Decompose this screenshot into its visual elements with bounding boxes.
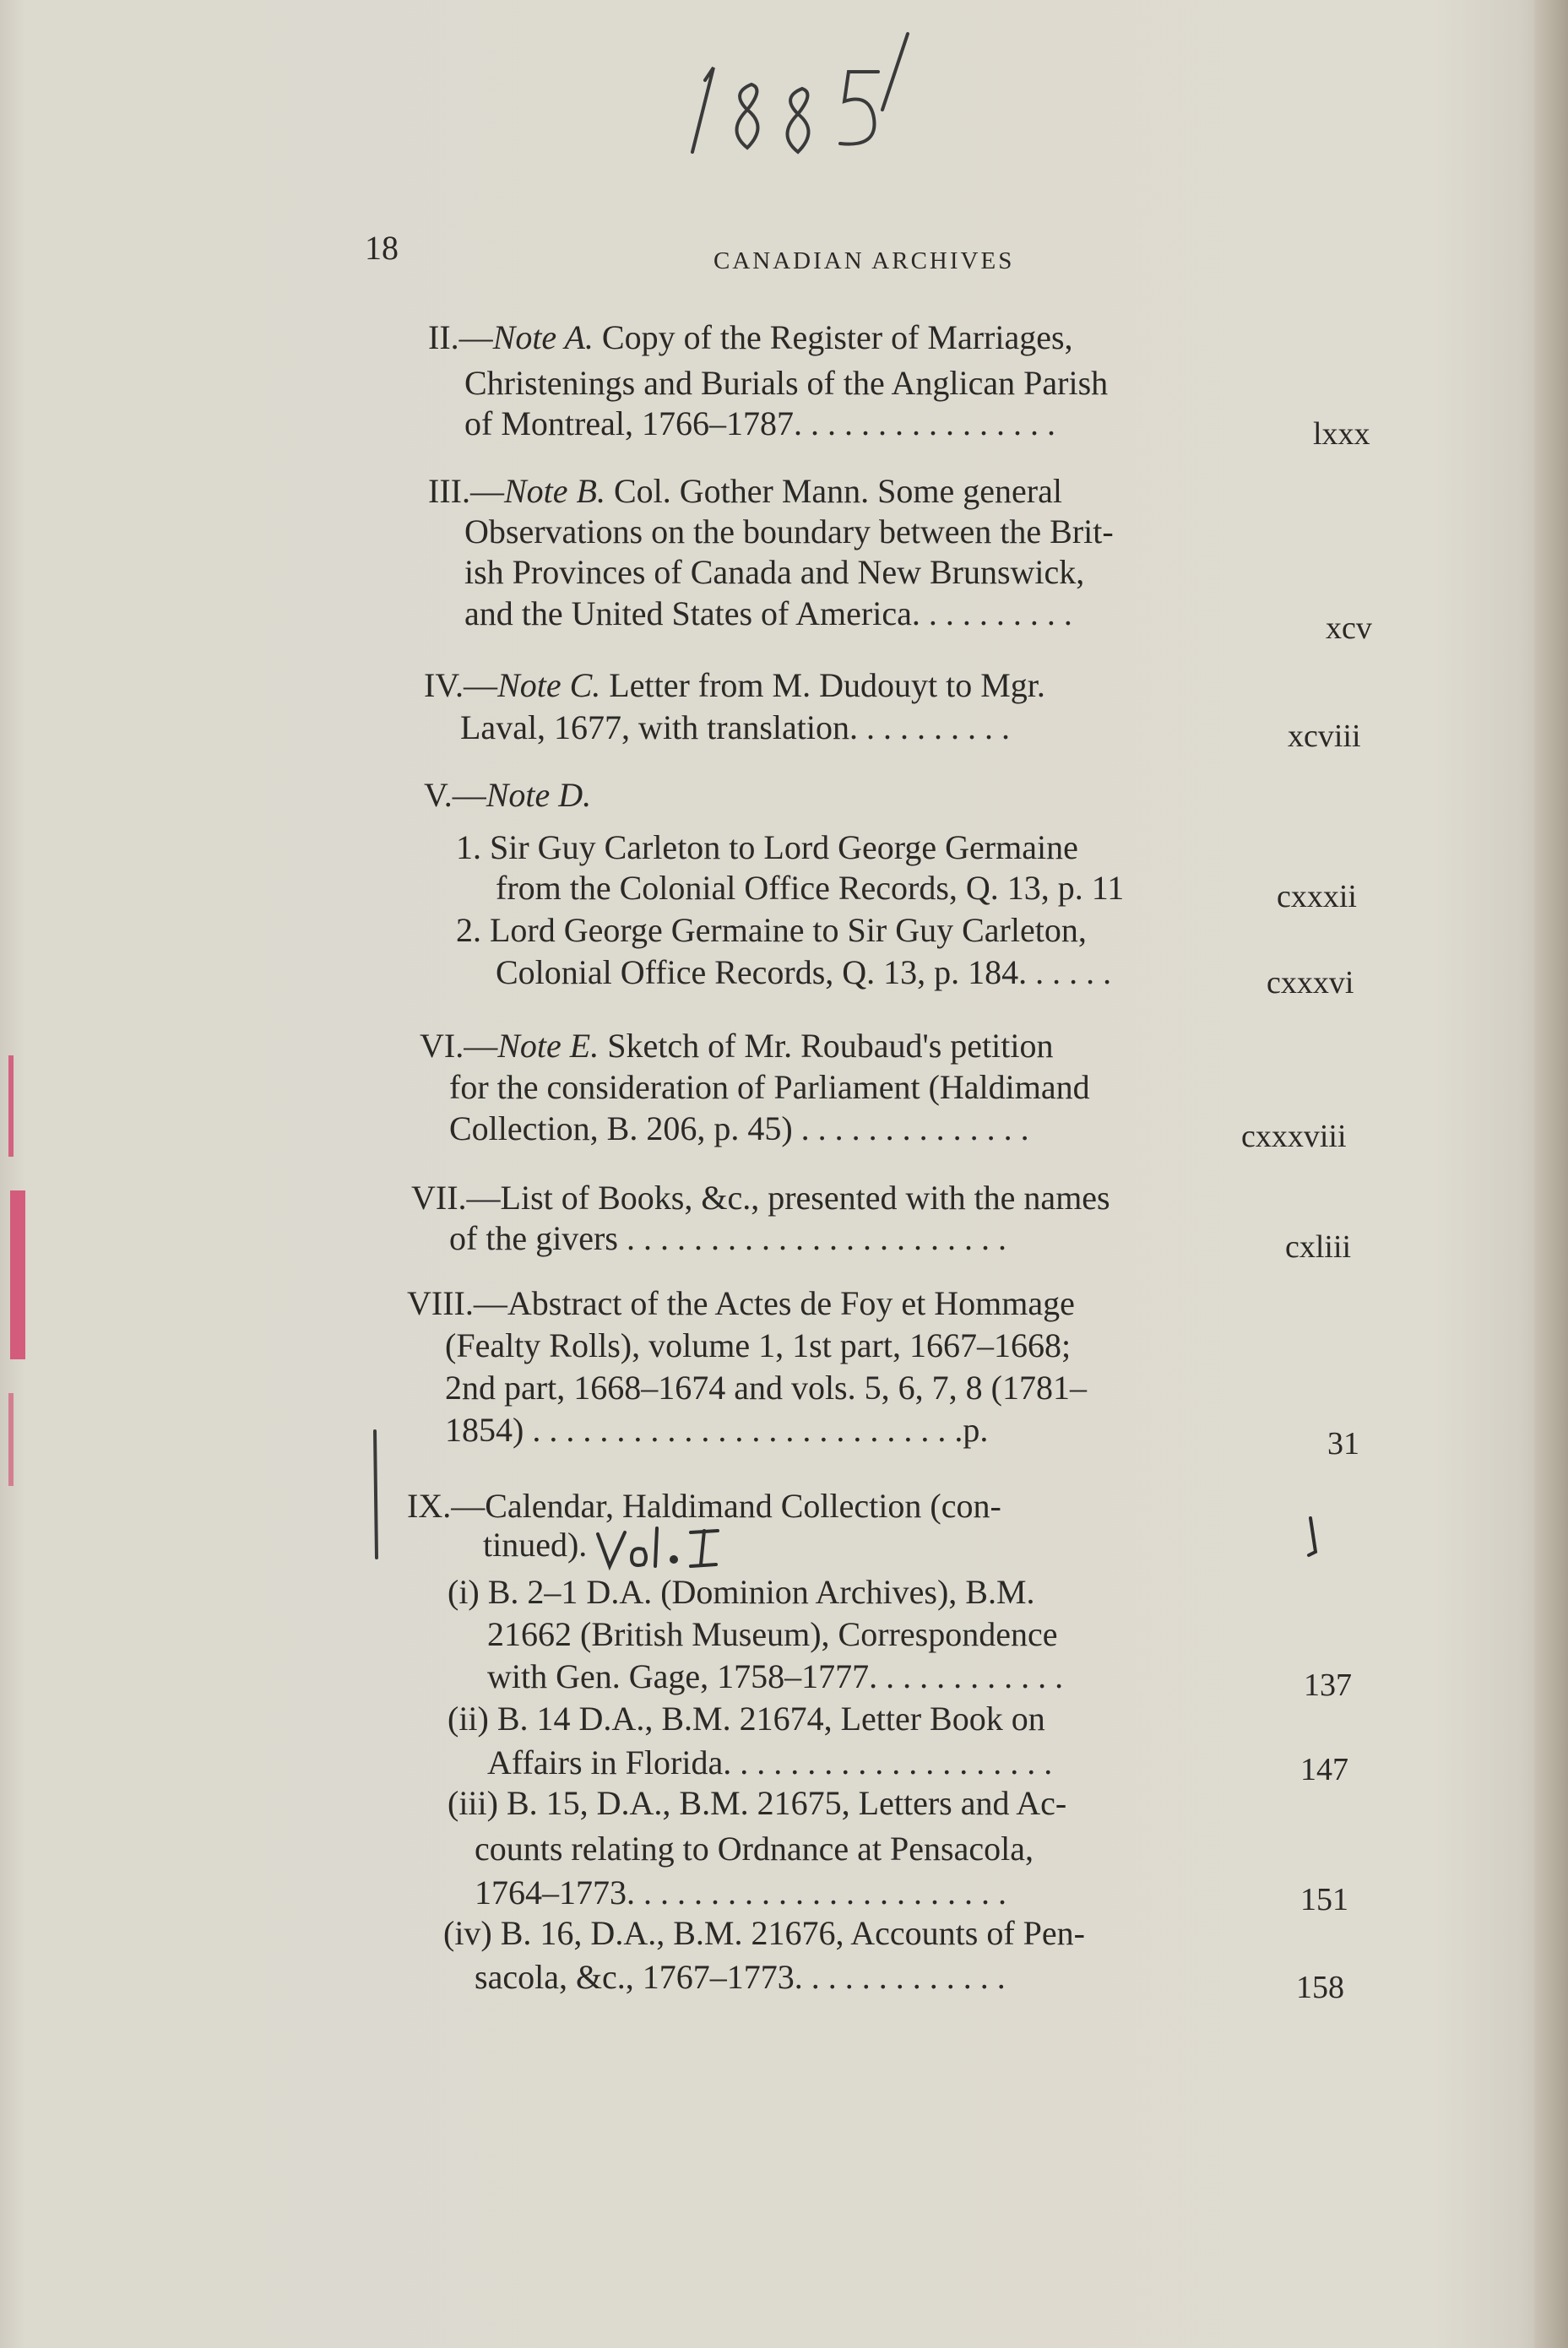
entry-IX-sub-i-line-2: 21662 (British Museum), Correspondence xyxy=(487,1615,1058,1653)
entry-IV-page-ref: xcviii xyxy=(1288,718,1361,754)
entry-V-sub1-page-ref: cxxxii xyxy=(1277,879,1357,914)
entry-VII-line-2: of the givers . . . . . . . . . . . . . . . . . . . . . . . xyxy=(449,1219,1006,1257)
entry-V-heading: V.—Note D. xyxy=(424,776,592,814)
entry-V-sub2-page-ref: cxxxvi xyxy=(1267,965,1354,1000)
entry-II-line-1: II.—Note A. Copy of the Register of Marriages, xyxy=(428,318,1073,356)
handwritten-vol-note xyxy=(591,1524,777,1575)
entry-V-sub1-line-2: from the Colonial Office Records, Q. 13, p. 11 xyxy=(496,869,1125,907)
entry-III-page-ref: xcv xyxy=(1326,610,1372,646)
entry-IX-sub-i-page-ref: 137 xyxy=(1304,1667,1352,1703)
running-head: CANADIAN ARCHIVES xyxy=(713,247,1015,274)
entry-VIII-page-ref: 31 xyxy=(1327,1426,1359,1461)
entry-V-sub1-line-1: 1. Sir Guy Carleton to Lord George Germaine xyxy=(456,828,1078,866)
handwritten-year-annotation xyxy=(667,17,937,186)
entry-V-sub2-line-1: 2. Lord George Germaine to Sir Guy Carleton, xyxy=(456,911,1087,949)
entry-VI-page-ref: cxxxviii xyxy=(1241,1119,1347,1154)
entry-III-line-1: III.—Note B. Col. Gother Mann. Some general xyxy=(428,472,1062,510)
entry-III-line-4: and the United States of America. . . . . . . . . . xyxy=(464,594,1072,632)
entry-II-line-3: of Montreal, 1766–1787. . . . . . . . . . . . . . . . xyxy=(464,404,1055,442)
book-spine xyxy=(1534,0,1568,2348)
entry-IX-line-2: tinued). xyxy=(483,1526,588,1564)
entry-IX-sub-iv-page-ref: 158 xyxy=(1296,1970,1344,2005)
entry-IX-sub-ii-line-1: (ii) B. 14 D.A., B.M. 21674, Letter Book on xyxy=(448,1700,1045,1738)
entry-VII-line-1: VII.—List of Books, &c., presented with the names xyxy=(411,1179,1110,1217)
page-number: 18 xyxy=(365,229,399,267)
entry-VIII-line-2: (Fealty Rolls), volume 1, 1st part, 1667–1668; xyxy=(445,1326,1072,1364)
entry-IX-sub-ii-page-ref: 147 xyxy=(1300,1752,1348,1787)
entry-IX-sub-iii-line-1: (iii) B. 15, D.A., B.M. 21675, Letters and Ac- xyxy=(448,1784,1067,1822)
entry-III-line-2: Observations on the boundary between the Brit- xyxy=(464,512,1114,550)
entry-IX-sub-iii-line-3: 1764–1773. . . . . . . . . . . . . . . . . . . . . . . xyxy=(475,1874,1006,1911)
entry-IX-sub-i-line-1: (i) B. 2–1 D.A. (Dominion Archives), B.M. xyxy=(448,1573,1035,1611)
entry-II-line-2: Christenings and Burials of the Anglican Parish xyxy=(464,364,1109,402)
entry-VI-line-3: Collection, B. 206, p. 45) . . . . . . . . . . . . . . xyxy=(449,1109,1029,1147)
entry-IX-sub-iii-line-2: counts relating to Ordnance at Pensacola, xyxy=(475,1830,1034,1868)
entry-VIII-line-4: 1854) . . . . . . . . . . . . . . . . . . . . . . . . . .p. xyxy=(445,1411,989,1449)
entry-II-page-ref: lxxx xyxy=(1313,416,1370,452)
entry-III-line-3: ish Provinces of Canada and New Brunswick, xyxy=(464,553,1085,591)
pencil-tick-mark xyxy=(1300,1511,1326,1562)
entry-IX-sub-iii-page-ref: 151 xyxy=(1300,1882,1348,1917)
entry-VII-page-ref: cxliii xyxy=(1285,1229,1352,1265)
entry-IX-line-1: IX.—Calendar, Haldimand Collection (con- xyxy=(407,1487,1001,1525)
entry-IX-sub-ii-line-2: Affairs in Florida. . . . . . . . . . . . . . . . . . . . xyxy=(487,1743,1053,1781)
entry-IV-line-1: IV.—Note C. Letter from M. Dudouyt to Mgr. xyxy=(424,666,1045,704)
entry-IX-sub-iv-line-1: (iv) B. 16, D.A., B.M. 21676, Accounts of Pen- xyxy=(443,1914,1085,1952)
entry-VIII-line-3: 2nd part, 1668–1674 and vols. 5, 6, 7, 8 (1781– xyxy=(445,1369,1087,1407)
pencil-margin-bracket xyxy=(366,1427,383,1562)
entry-VI-line-2: for the consideration of Parliament (Haldimand xyxy=(449,1068,1090,1106)
entry-VIII-line-1: VIII.—Abstract of the Actes de Foy et Hommage xyxy=(407,1284,1075,1322)
entry-V-sub2-line-2: Colonial Office Records, Q. 13, p. 184. . . . . . xyxy=(496,953,1112,991)
entry-IX-sub-iv-line-2: sacola, &c., 1767–1773. . . . . . . . . . . . . xyxy=(475,1958,1006,1996)
entry-IX-sub-i-line-3: with Gen. Gage, 1758–1777. . . . . . . . . . . . xyxy=(487,1657,1064,1695)
entry-VI-line-1: VI.—Note E. Sketch of Mr. Roubaud's petition xyxy=(420,1027,1054,1065)
entry-IV-line-2: Laval, 1677, with translation. . . . . . . . . . xyxy=(460,708,1011,746)
pink-margin-stain xyxy=(5,1055,27,1494)
